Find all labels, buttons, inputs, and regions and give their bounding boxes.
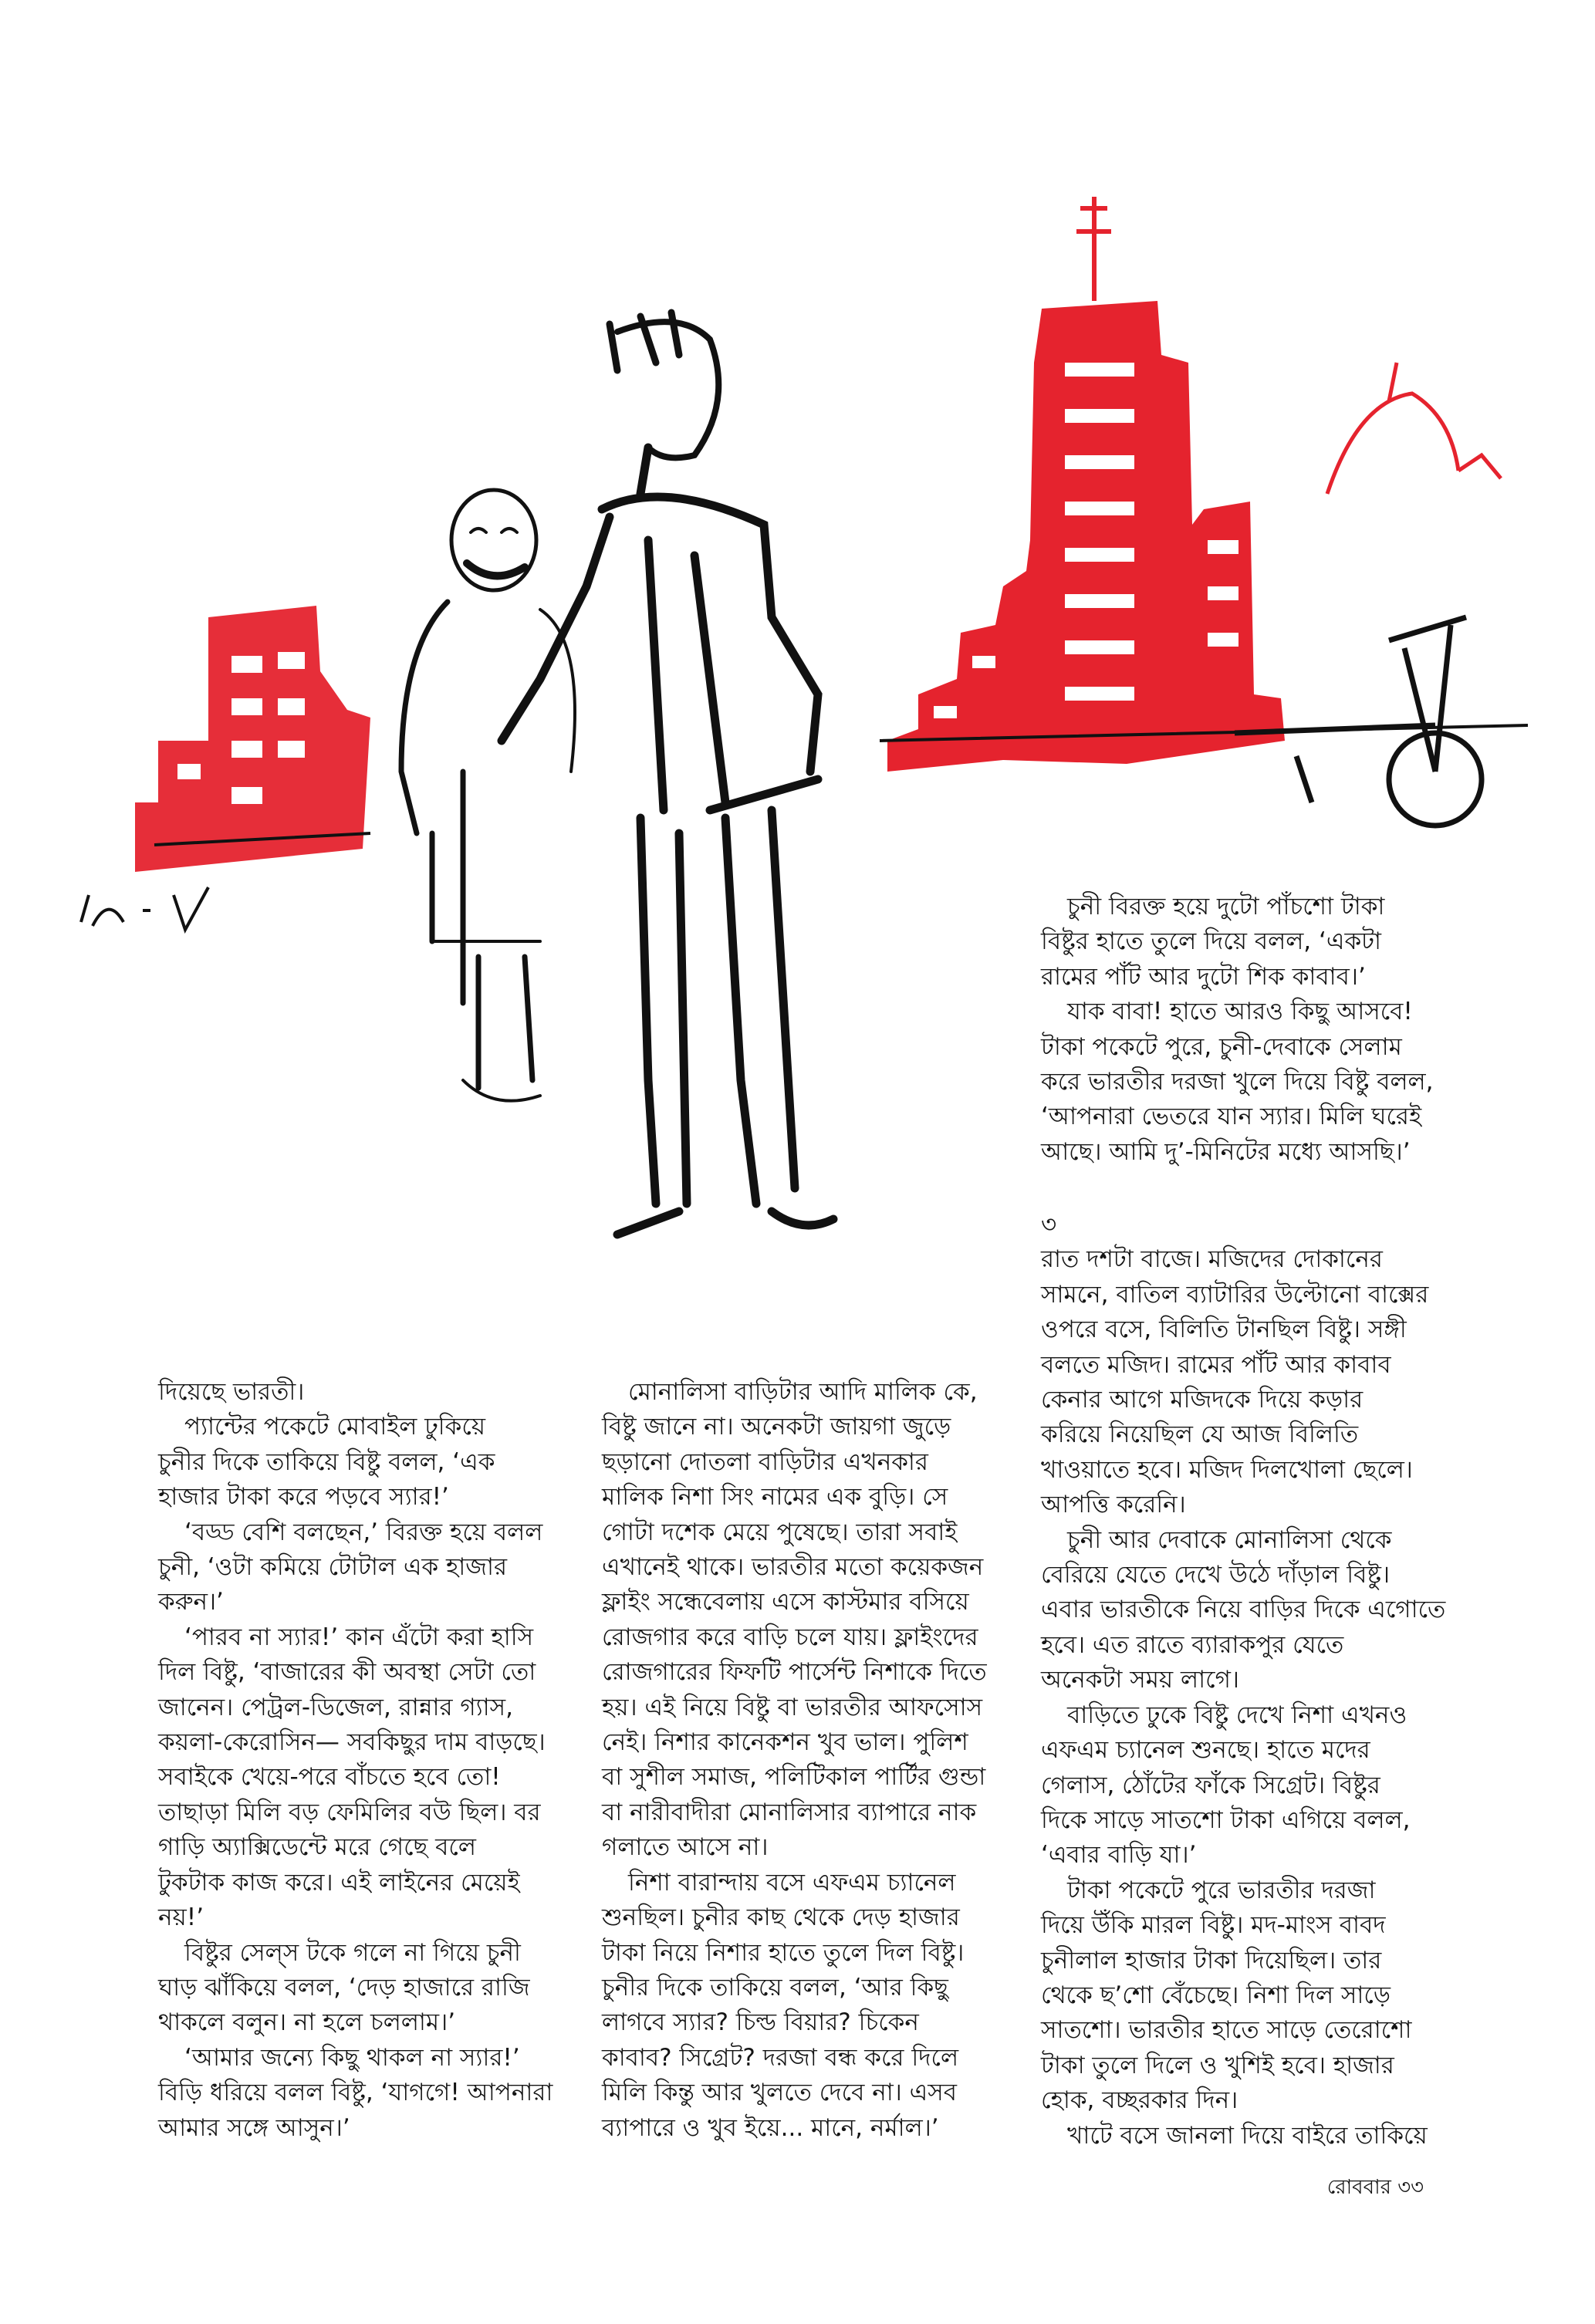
text-line: দিকে সাড়ে সাতশো টাকা এগিয়ে বলল, <box>1041 1805 1411 1834</box>
text-line: ‘আপনারা ভেতরে যান স্যার। মিলি ঘরেই <box>1041 1103 1422 1131</box>
text-line: দিয়ে উঁকি মারল বিষ্টু। মদ-মাংস বাবদ <box>1041 1911 1386 1940</box>
text-line: নয়!’ <box>158 1903 204 1932</box>
text-line: সবাইকে খেয়ে-পরে বাঁচতে হবে তো! <box>158 1763 501 1792</box>
text-line: থেকে ছ’শো বেঁচেছে। নিশা দিল সাড়ে <box>1041 1981 1391 2009</box>
text-line: মোনালিসা বাড়িটার আদি মালিক কে, <box>628 1378 978 1406</box>
text-line: বিষ্টুর হাতে তুলে দিয়ে বলল, ‘একটা <box>1041 927 1382 956</box>
left-red-building <box>135 606 370 872</box>
text-line: আমার সঙ্গে আসুন।’ <box>158 2113 350 2142</box>
section-number: ৩ <box>1041 1211 1057 1238</box>
text-line: এবার ভারতীকে নিয়ে বাড়ির দিকে এগোতে <box>1041 1596 1446 1624</box>
text-line: বাড়িতে ঢুকে বিষ্টু দেখে নিশা এখনও <box>1067 1701 1407 1729</box>
text-line: ‘আমার জন্যে কিছু থাকল না স্যার!’ <box>184 2043 520 2072</box>
text-line: নেই। নিশার কানেকশন খুব ভাল। পুলিশ <box>602 1728 968 1757</box>
text-line: প্যান্টের পকেটে মোবাইল ঢুকিয়ে <box>184 1413 486 1441</box>
dome-sketch <box>1327 363 1501 494</box>
text-line: গোটা দশেক মেয়ে পুষেছে। তারা সবাই <box>602 1518 958 1546</box>
text-line: লাগবে স্যার? চিল্ড বিয়ার? চিকেন <box>602 2008 919 2037</box>
text-line: হয়। এই নিয়ে বিষ্টু বা ভারতীর আফসোস <box>602 1693 983 1721</box>
text-line: ‘বড্ড বেশি বলছেন,’ বিরক্ত হয়ে বলল <box>184 1518 543 1546</box>
text-line: করিয়ে নিয়েছিল যে আজ বিলিতি <box>1041 1420 1359 1449</box>
text-line: বলতে মজিদ। রামের পাঁট আর কাবাব <box>1041 1350 1391 1379</box>
text-line: গলাতে আসে না। <box>602 1833 769 1862</box>
text-line: চুনী বিরক্ত হয়ে দুটো পাঁচশো টাকা <box>1067 893 1385 920</box>
text-line: রোজগারের ফিফটি পার্সেন্ট নিশাকে দিতে <box>602 1658 987 1687</box>
woman-figure <box>401 490 575 1101</box>
text-line: বা নারীবাদীরা মোনালিসার ব্যাপারে নাক <box>602 1798 977 1826</box>
text-line: এফএম চ্যানেল শুনছে। হাতে মদের <box>1041 1736 1370 1765</box>
text-line: তাছাড়া মিলি বড় ফেমিলির বউ ছিল। বর <box>158 1798 541 1826</box>
text-line: বিড়ি ধরিয়ে বলল বিষ্টু, ‘যাগগে! আপনারা <box>158 2079 553 2107</box>
text-line: ছড়ানো দোতলা বাড়িটার এখনকার <box>602 1447 928 1476</box>
text-line: কেনার আগে মজিদকে দিয়ে কড়ার <box>1041 1386 1364 1414</box>
text-line: চুনী আর দেবাকে মোনালিসা থেকে <box>1067 1525 1392 1554</box>
text-line: রামের পাঁট আর দুটো শিক কাবাব।’ <box>1041 962 1366 991</box>
text-line: মিলি কিন্তু আর খুলতে দেবে না। এসব <box>602 2079 957 2107</box>
text-line: খাটে বসে জানলা দিয়ে বাইরে তাকিয়ে <box>1067 2121 1428 2150</box>
column-1 <box>158 1375 553 2146</box>
text-line: জানেন। পেট্রল-ডিজেল, রান্নার গ্যাস, <box>158 1693 513 1721</box>
text-line: নিশা বারান্দায় বসে এফএম চ্যানেল <box>628 1868 956 1897</box>
text-line: রোজগার করে বাড়ি চলে যায়। ফ্লাইংদের <box>602 1623 978 1651</box>
text-line: বা সুশীল সমাজ, পলিটিকাল পার্টির গুন্ডা <box>602 1763 986 1792</box>
text-line: অনেকটা সময় লাগে। <box>1041 1666 1239 1694</box>
artist-signature-scribble <box>81 887 208 930</box>
text-line: ওপরে বসে, বিলিতি টানছিল বিষ্টু। সঙ্গী <box>1041 1316 1407 1344</box>
text-line: করুন।’ <box>158 1588 224 1616</box>
text-line: ঘাড় ঝাঁকিয়ে বলল, ‘দেড় হাজারে রাজি <box>158 1973 530 2001</box>
text-line: যাক বাবা! হাতে আরও কিছু আসবে! <box>1067 998 1413 1026</box>
text-line: চুনী, ‘ওটা কমিয়ে টোটাল এক হাজার <box>158 1553 508 1582</box>
text-line: কয়লা-কেরোসিন— সবকিছুর দাম বাড়ছে। <box>158 1728 546 1757</box>
text-line: দিয়েছে ভারতী। <box>158 1378 305 1406</box>
man-figure <box>502 312 833 1235</box>
text-line: বিষ্টু জানে না। অনেকটা জায়গা জুড়ে <box>602 1413 951 1441</box>
text-line: থাকলে বলুন। না হলে চললাম।’ <box>158 2008 456 2037</box>
text-line: সামনে, বাতিল ব্যাটারির উল্টোনো বাক্সের <box>1041 1280 1429 1309</box>
text-line: হোক, বচ্ছরকার দিন। <box>1041 2086 1238 2115</box>
text-line: চুনীর দিকে তাকিয়ে বলল, ‘আর কিছু <box>602 1973 948 2001</box>
text-line: টাকা তুলে দিলে ও খুশিই হবে। হাজার <box>1041 2051 1394 2079</box>
column-2 <box>602 1375 987 2146</box>
text-line: ‘পারব না স্যার!’ কান এঁটো করা হাসি <box>184 1623 534 1651</box>
text-line: শুনছিল। চুনীর কাছ থেকে দেড় হাজার <box>602 1903 960 1932</box>
text-line: চুনীলাল হাজার টাকা দিয়েছিল। তার <box>1041 1946 1382 1974</box>
text-line: গাড়ি অ্যাক্সিডেন্টে মরে গেছে বলে <box>158 1833 476 1862</box>
text-line: খাওয়াতে হবে। মজিদ দিলখোলা ছেলে। <box>1041 1455 1413 1484</box>
page-folio: রোববার ৩৩ <box>1326 2176 1424 2199</box>
text-line: করে ভারতীর দরজা খুলে দিয়ে বিষ্টু বলল, <box>1041 1068 1434 1096</box>
text-line: চুনীর দিকে তাকিয়ে বিষ্টু বলল, ‘এক <box>158 1447 495 1476</box>
text-line: দিল বিষ্টু, ‘বাজারের কী অবস্থা সেটা তো <box>158 1658 536 1687</box>
column-3-bottom <box>1041 1208 1445 2153</box>
text-line: হবে। এত রাতে ব্যারাকপুর যেতে <box>1041 1630 1344 1659</box>
right-red-buildings <box>887 301 1285 772</box>
column-3-top <box>1041 890 1434 1170</box>
text-line: টাকা পকেটে পুরে ভারতীর দরজা <box>1067 1876 1376 1904</box>
text-line: ফ্লাইং সন্ধেবেলায় এসে কাস্টমার বসিয়ে <box>602 1588 969 1616</box>
text-line: আপত্তি করেনি। <box>1041 1491 1186 1519</box>
text-line: মালিক নিশা সিং নামের এক বুড়ি। সে <box>602 1483 948 1512</box>
text-line: এখানেই থাকে। ভারতীর মতো কয়েকজন <box>602 1553 984 1582</box>
text-line: টাকা নিয়ে নিশার হাতে তুলে দিল বিষ্টু। <box>602 1938 965 1967</box>
text-line: টুকটাক কাজ করে। এই লাইনের মেয়েই <box>158 1868 520 1897</box>
text-line: কাবাব? সিগ্রেট? দরজা বন্ধ করে দিলে <box>602 2043 959 2072</box>
text-line: ব্যাপারে ও খুব ইয়ে... মানে, নর্মাল।’ <box>602 2113 939 2142</box>
text-line: রাত দশটা বাজে। মজিদের দোকানের <box>1041 1245 1383 1274</box>
text-line: সাতশো। ভারতীর হাতে সাড়ে তেরোশো <box>1041 2016 1412 2045</box>
text-line: আছে। আমি দু’-মিনিটের মধ্যে আসছি।’ <box>1041 1137 1411 1166</box>
text-line: বিষ্টুর সেল্‌স টকে গলে না গিয়ে চুনী <box>184 1938 521 1967</box>
text-line: টাকা পকেটে পুরে, চুনী-দেবাকে সেলাম <box>1041 1032 1402 1061</box>
text-line: বেরিয়ে যেতে দেখে উঠে দাঁড়াল বিষ্টু। <box>1041 1561 1391 1589</box>
tower-antenna <box>1076 197 1111 301</box>
text-line: ‘এবার বাড়ি যা।’ <box>1041 1841 1197 1870</box>
text-line: হাজার টাকা করে পড়বে স্যার!’ <box>158 1483 449 1512</box>
text-line: গেলাস, ঠোঁটের ফাঁকে সিগ্রেট। বিষ্টুর <box>1041 1771 1380 1799</box>
